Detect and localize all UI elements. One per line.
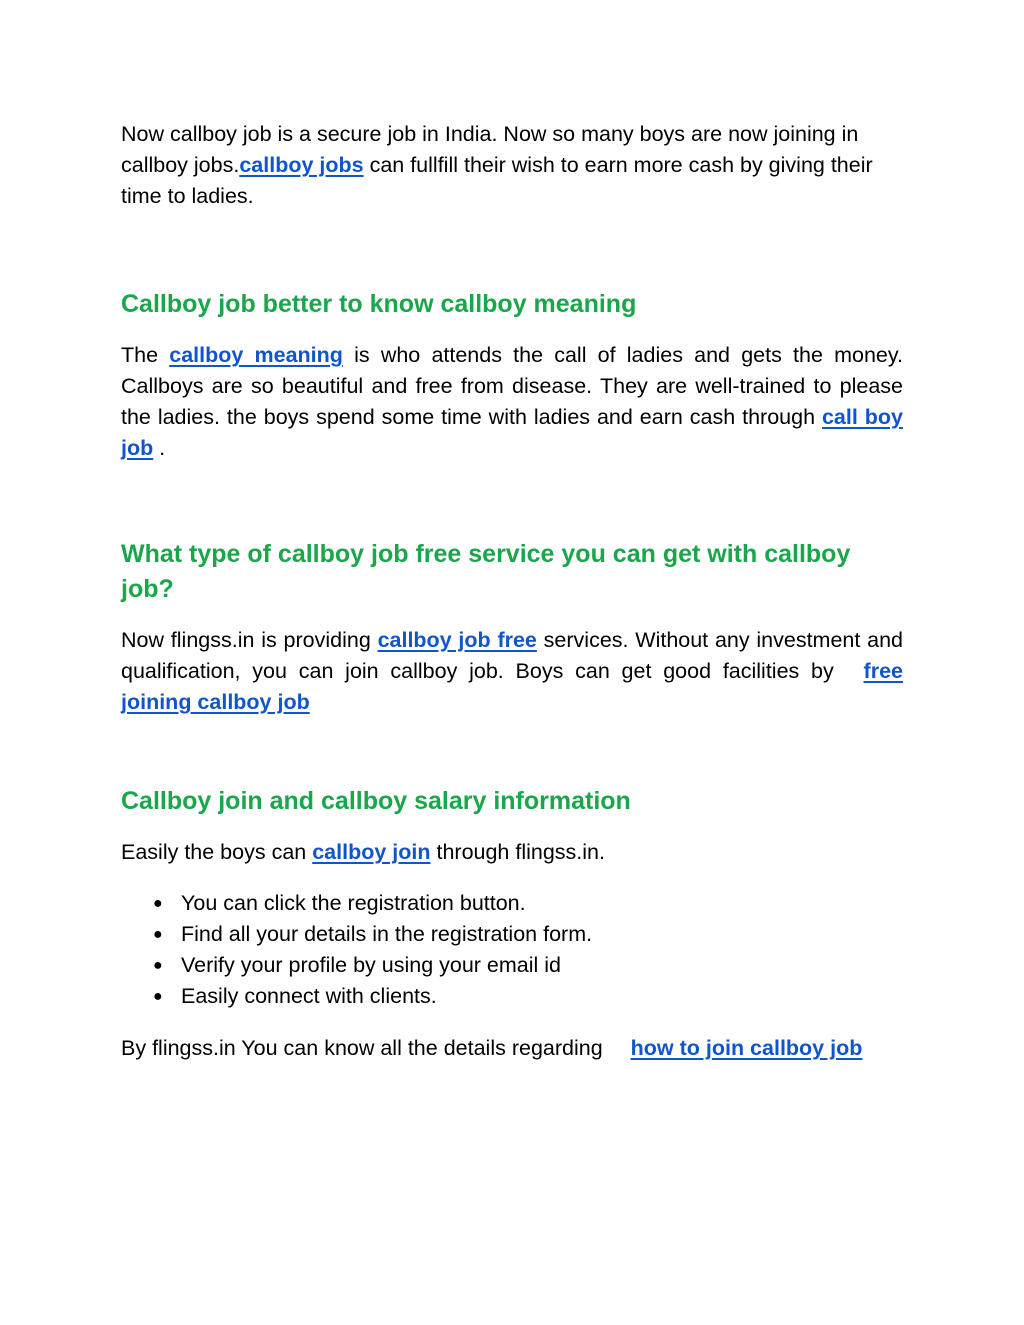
callboy-join-link[interactable]: callboy join: [312, 840, 431, 864]
callboy-jobs-link[interactable]: callboy jobs: [239, 153, 364, 177]
section-1-text-3: .: [153, 436, 166, 460]
section-1-heading: Callboy job better to know callboy meaning: [121, 290, 637, 318]
section-3-heading: Callboy join and callboy salary information: [121, 787, 631, 815]
section-1-text-1: The: [121, 343, 170, 367]
how-to-join-callboy-job-link[interactable]: how to join callboy job: [630, 1036, 863, 1060]
list-item-text: Find all your details in the registration form.: [181, 922, 593, 946]
intro-paragraph: [121, 119, 903, 212]
section-3-text-2: through flingss.in.: [430, 840, 605, 864]
section-2-text-1: Now flingss.in is providing: [121, 628, 378, 652]
closing-paragraph: [121, 1033, 903, 1064]
section-3-paragraph: [121, 837, 903, 868]
section-1-text-2: is who attends the call of ladies and gets the money. Callboys are so beautiful and free from disease. They are well-trained to please the ladies. the boys spend some time with ladies and earn cash through: [121, 343, 903, 429]
callboy-job-free-link[interactable]: callboy job free: [377, 628, 537, 652]
list-item-text: Verify your profile by using your email id: [181, 953, 562, 977]
steps-list: [121, 888, 903, 1012]
bullet-icon: ●: [153, 926, 163, 943]
list-item: [121, 888, 903, 919]
list-item-text: Easily connect with clients.: [181, 984, 437, 1008]
list-item-text: You can click the registration button.: [181, 891, 526, 915]
section-3-text-1: Easily the boys can: [121, 840, 313, 864]
section-2-paragraph: [121, 625, 903, 718]
bullet-icon: ●: [153, 957, 163, 974]
intro-text-2: can fullfill their wish to earn more cash by giving their time to ladies.: [121, 153, 873, 208]
call-boy-job-link[interactable]: call boy job: [121, 405, 903, 460]
list-item: [121, 950, 903, 981]
section-2-heading: What type of callboy job free service you can get with callboy job?: [121, 540, 851, 603]
bullet-icon: ●: [153, 988, 163, 1005]
section-2-text-2: services. Without any investment and qualification, you can join callboy job. Boys can get good facilities by: [121, 628, 903, 683]
section-1-paragraph: [121, 340, 903, 464]
document-page: [121, 119, 903, 1064]
intro-text-1: Now callboy job is a secure job in India. Now so many boys are now joining in callboy jobs.: [121, 122, 859, 177]
list-item: [121, 919, 903, 950]
bullet-icon: ●: [153, 895, 163, 912]
closing-text: By flingss.in You can know all the details regarding: [121, 1036, 609, 1060]
list-item: [121, 981, 903, 1012]
free-joining-callboy-job-link[interactable]: free joining callboy job: [121, 659, 903, 714]
callboy-meaning-link[interactable]: callboy meaning: [169, 343, 343, 367]
